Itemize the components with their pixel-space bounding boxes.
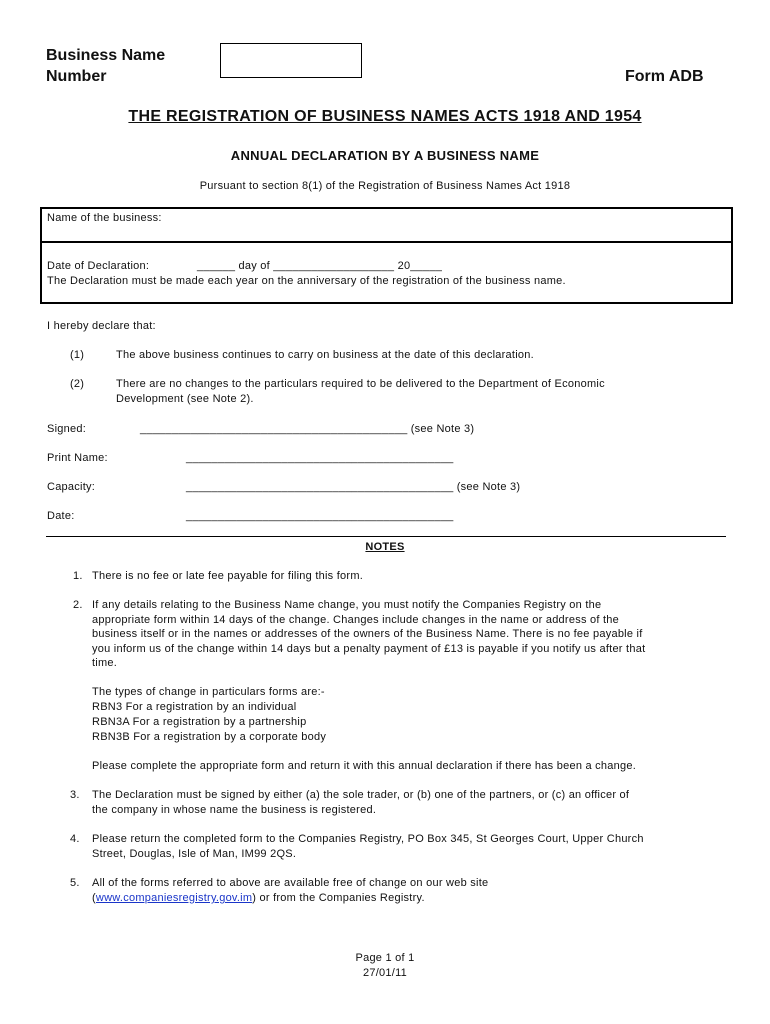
note-3-num: 3.: [70, 789, 80, 801]
declare-item-1-text: The above business continues to carry on business at the date of this declaration.: [116, 349, 534, 361]
note-2-line-2: appropriate form within 14 days of the change. Changes include changes in the name or address of the: [92, 614, 620, 626]
business-name-field-label: Name of the business:: [47, 212, 162, 224]
type-rbn3: RBN3 For a registration by an individual: [92, 701, 297, 713]
business-name-label-line1: Business Name: [46, 47, 166, 64]
paren-open: (: [92, 892, 96, 904]
business-number-field[interactable]: [220, 43, 362, 78]
note-5-line-1: All of the forms referred to above are available free of change on our web site: [92, 877, 489, 889]
note-2-num: 2.: [73, 599, 83, 611]
declare-item-1-num: (1): [70, 349, 85, 361]
note-4-num: 4.: [70, 833, 80, 845]
declaration-date-field[interactable]: ______ day of ___________________ 20_____: [197, 260, 443, 272]
declare-item-2-text-line1: There are no changes to the particulars required to be delivered to the Department of Economic: [116, 378, 605, 390]
type-rbn3a: RBN3A For a registration by a partnership: [92, 716, 307, 728]
notes-divider: [46, 536, 726, 537]
note-1-num: 1.: [73, 570, 83, 582]
note-4-line-1: Please return the completed form to the Companies Registry, PO Box 345, St Georges Court, Upper Church: [92, 833, 644, 845]
box-divider: [40, 241, 733, 243]
page-subtitle: ANNUAL DECLARATION BY A BUSINESS NAME: [230, 148, 540, 163]
note-2-line-3: business itself or in the names or addresses of the owners of the Business Name. There is no fee payable if: [92, 628, 643, 640]
business-name-label-line2: Number: [46, 68, 107, 85]
capacity-field[interactable]: __________________________________________ (see Note 3): [186, 481, 521, 493]
notes-heading: NOTES: [365, 541, 405, 553]
note-2-line-1: If any details relating to the Business Name change, you must notify the Companies Registry on the: [92, 599, 602, 611]
declare-item-2-num: (2): [70, 378, 85, 390]
note-3-line-2: the company in whose name the business is registered.: [92, 804, 377, 816]
registry-website-link[interactable]: www.companiesregistry.gov.im: [95, 892, 253, 904]
signed-label: Signed:: [47, 423, 87, 435]
type-rbn3b: RBN3B For a registration by a corporate body: [92, 731, 327, 743]
page-number: Page 1 of 1: [355, 952, 415, 964]
types-intro: The types of change in particulars forms are:-: [92, 686, 325, 698]
note-3-line-1: The Declaration must be signed by either (a) the sole trader, or (b) one of the partners, or (c) an officer of: [92, 789, 630, 801]
note-2-line-5: time.: [92, 657, 118, 669]
declare-item-2-text-line2: Development (see Note 2).: [116, 393, 254, 405]
declare-intro: I hereby declare that:: [47, 320, 156, 332]
date-field[interactable]: __________________________________________: [186, 510, 454, 522]
signed-field[interactable]: __________________________________________ (see Note 3): [140, 423, 475, 435]
print-name-label: Print Name:: [47, 452, 108, 464]
complete-instruction: Please complete the appropriate form and return it with this annual declaration if there has been a change.: [92, 760, 637, 772]
date-label: Date:: [47, 510, 75, 522]
note-2-line-4: you inform us of the change within 14 days but a penalty payment of £13 is payable if you notify us after that: [92, 643, 646, 655]
note-4-line-2: Street, Douglas, Isle of Man, IM99 2QS.: [92, 848, 297, 860]
form-code: Form ADB: [625, 68, 704, 85]
business-name-number-label: [46, 45, 165, 87]
declaration-date-note: The Declaration must be made each year on the anniversary of the registration of the business name.: [47, 275, 566, 287]
form-date: 27/01/11: [362, 967, 407, 979]
declaration-date-label: Date of Declaration:: [47, 260, 150, 272]
note-5-num: 5.: [70, 877, 80, 889]
print-name-field[interactable]: __________________________________________: [186, 452, 454, 464]
page-title: THE REGISTRATION OF BUSINESS NAMES ACTS 1918 AND 1954: [128, 108, 642, 125]
note-5-line-2-tail: ) or from the Companies Registry.: [252, 892, 425, 904]
capacity-label: Capacity:: [47, 481, 96, 493]
note-1-text: There is no fee or late fee payable for filing this form.: [92, 570, 364, 582]
pursuant-text: Pursuant to section 8(1) of the Registration of Business Names Act 1918: [199, 180, 571, 192]
note-5-line-2: [92, 892, 425, 904]
